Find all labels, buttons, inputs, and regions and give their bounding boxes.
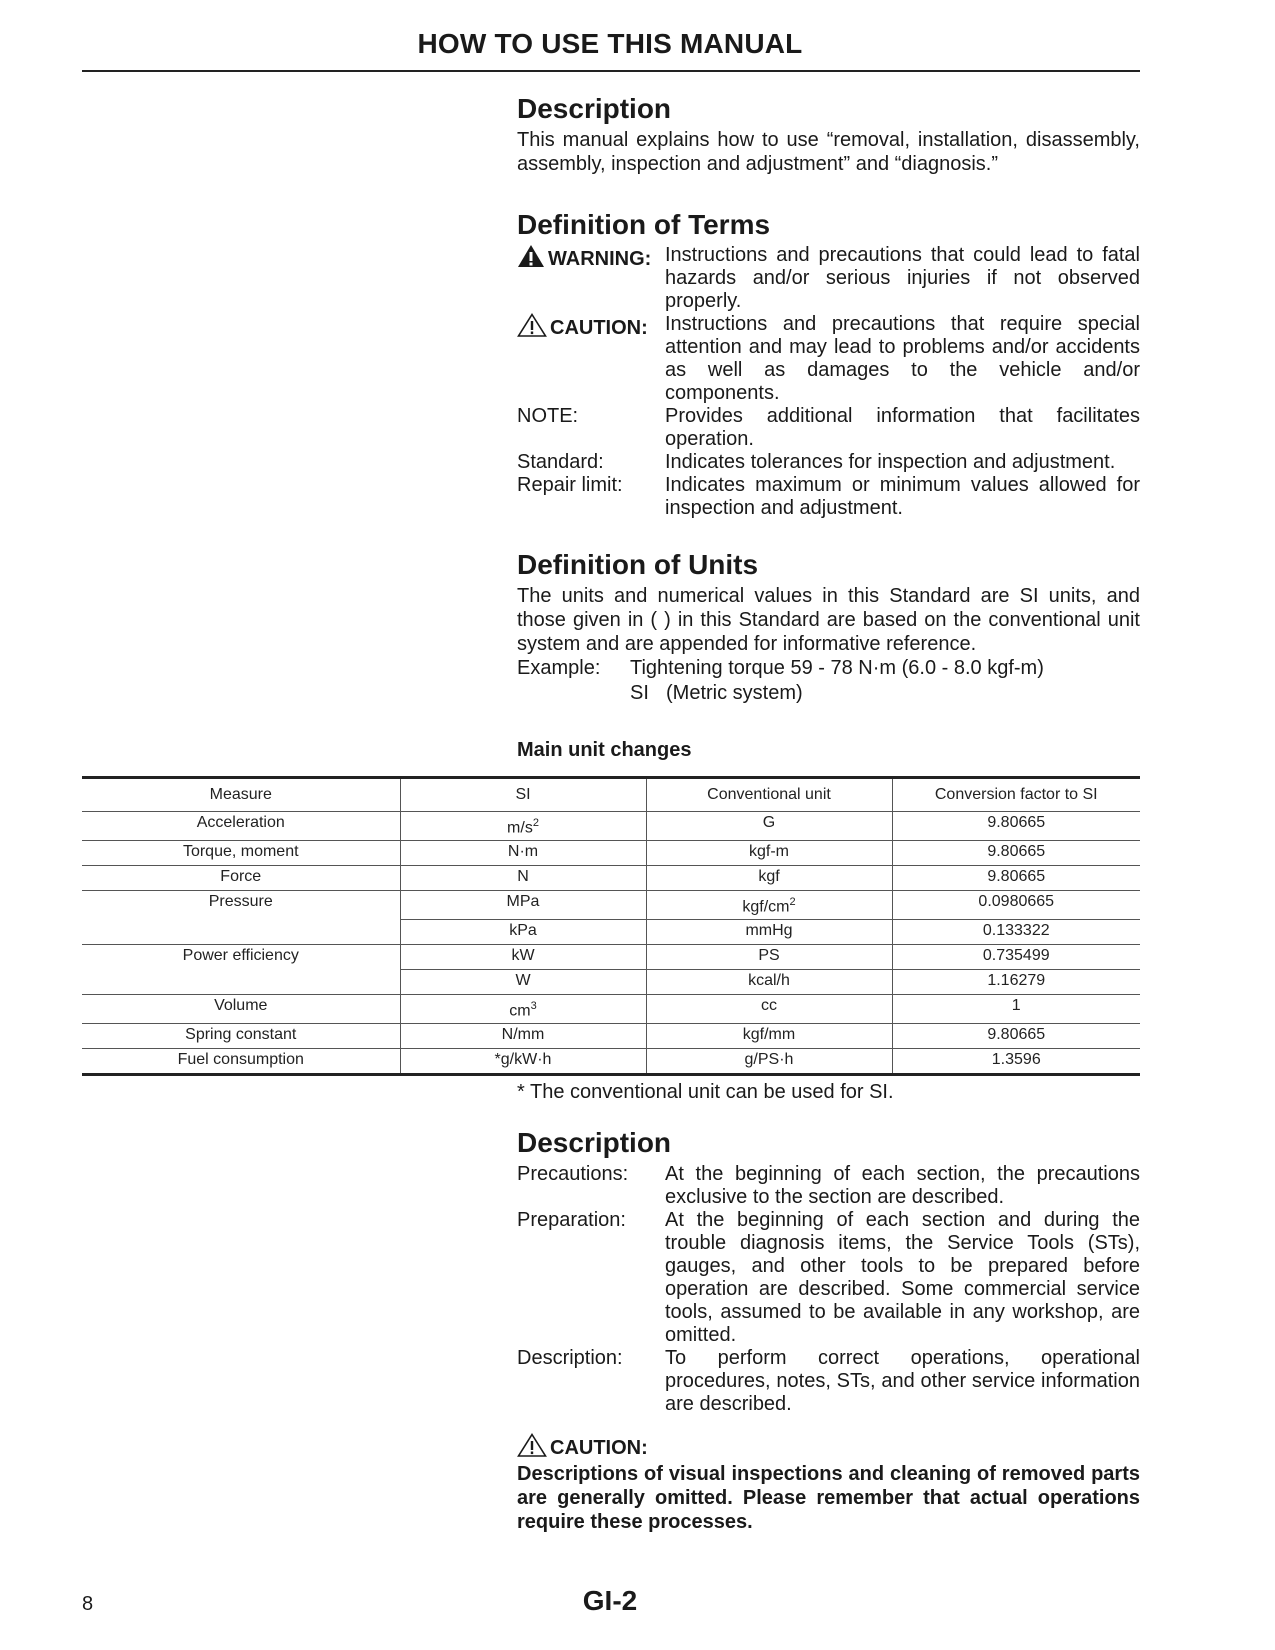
cell-conventional: kgf/$cm^2$: [646, 891, 892, 920]
description-heading-2: Description: [517, 1127, 672, 1158]
cell-si: W: [400, 970, 646, 995]
cell-si: $m/s^2$: [400, 812, 646, 841]
cell-si: kW: [400, 945, 646, 970]
caution-icon: [517, 313, 547, 337]
table-caption: Main unit changes: [517, 739, 692, 761]
cell-si: kPa: [400, 920, 646, 945]
units-text: The units and numerical values in this Standard are SI units, and those given in ( ) in this Standard are based on the conventional unit system and are appended for informative reference.: [517, 585, 1140, 655]
cell-factor: 1.3596: [892, 1049, 1140, 1075]
example-row: [517, 656, 1140, 681]
table-row: [82, 970, 1140, 995]
si-row: [517, 681, 1140, 706]
warning-icon: [517, 244, 545, 268]
term-row-standard: [517, 451, 1140, 474]
example-text: Tightening torque 59 - 78 N·m (6.0 - 8.0 kgf-m): [630, 657, 1044, 679]
cell-si: N·m: [400, 841, 646, 866]
cell-conventional: kcal/h: [646, 970, 892, 995]
cell-conventional: G: [646, 812, 892, 841]
term-text: Indicates maximum or minimum values allowed for inspection and adjustment.: [665, 474, 1140, 519]
si-label: SI: [630, 682, 649, 704]
table-row: [82, 995, 1140, 1024]
table-row: [82, 891, 1140, 920]
cell-factor: 0.735499: [892, 945, 1140, 970]
table-row: [82, 866, 1140, 891]
table-row: [82, 1049, 1140, 1075]
cell-measure: Torque, moment: [82, 841, 400, 866]
terms-heading: Definition of Terms: [517, 209, 771, 240]
example-label: Example:: [517, 657, 601, 679]
cell-factor: 9.80665: [892, 1024, 1140, 1049]
cell-si: MPa: [400, 891, 646, 920]
term-label: CAUTION:: [517, 313, 665, 405]
definition-of-units-section: [517, 548, 1140, 706]
term-label: WARNING:: [517, 244, 665, 313]
table-row: [82, 1024, 1140, 1049]
term-row-warning: [517, 244, 1140, 313]
cell-measure: [82, 970, 400, 995]
cell-measure: [82, 920, 400, 945]
page-number: 8: [82, 1593, 94, 1615]
cell-measure: Pressure: [82, 891, 400, 920]
cell-conventional: mmHg: [646, 920, 892, 945]
cell-conventional: cc: [646, 995, 892, 1024]
cell-measure: Spring constant: [82, 1024, 400, 1049]
page-title: HOW TO USE THIS MANUAL: [417, 28, 803, 59]
desc-text: At the beginning of each section and during the trouble diagnosis items, the Service Tools (STs), gauges, and other tools to be prepared before operation are described. Some commercial service tools, assumed to be available in any workshop, are omitted.: [665, 1209, 1140, 1346]
description-section: [517, 92, 1140, 176]
caution-heading: CAUTION:: [517, 1433, 1140, 1460]
term-label: Standard:: [517, 451, 604, 473]
caution-icon: [517, 1433, 547, 1457]
term-row-repair-limit: [517, 474, 1140, 520]
cell-factor: 9.80665: [892, 812, 1140, 841]
desc-text: At the beginning of each section, the precautions exclusive to the section are described.: [665, 1163, 1140, 1208]
desc-text: To perform correct operations, operational procedures, notes, STs, and other service information are described.: [665, 1347, 1140, 1415]
cell-si: *g/kW·h: [400, 1049, 646, 1075]
desc-row-precautions: [517, 1163, 1140, 1209]
cell-conventional: kgf/mm: [646, 1024, 892, 1049]
desc-row-description: [517, 1347, 1140, 1416]
cell-measure: Fuel consumption: [82, 1049, 400, 1075]
table-header-row: [82, 778, 1140, 812]
term-text: Provides additional information that facilitates operation.: [665, 405, 1140, 450]
term-text: Instructions and precautions that could lead to fatal hazards and/or serious injuries if not observed properly.: [665, 244, 1140, 312]
header-measure: Measure: [82, 778, 400, 812]
definition-of-terms-section: [517, 208, 1140, 520]
term-row-note: [517, 405, 1140, 451]
cell-si: N/mm: [400, 1024, 646, 1049]
table-row: [82, 841, 1140, 866]
cell-measure: Force: [82, 866, 400, 891]
cell-conventional: kgf-m: [646, 841, 892, 866]
caution-text: Descriptions of visual inspections and cleaning of removed parts are generally omitted. Please remember that actual operations require these processes.: [517, 1463, 1140, 1533]
cell-factor: 9.80665: [892, 866, 1140, 891]
cell-factor: 1.16279: [892, 970, 1140, 995]
cell-measure: Acceleration: [82, 812, 400, 841]
page-code: GI-2: [582, 1585, 638, 1616]
title-rule: [82, 70, 1140, 72]
term-label: Repair limit:: [517, 474, 623, 496]
cell-factor: 0.0980665: [892, 891, 1140, 920]
description-section-2: [517, 1126, 1140, 1534]
term-text: Indicates tolerances for inspection and adjustment.: [665, 451, 1116, 473]
description-text: This manual explains how to use “removal, installation, disassembly, assembly, inspection and adjustment” and “diagnosis.”: [517, 129, 1140, 175]
desc-row-preparation: [517, 1209, 1140, 1347]
term-row-caution: [517, 313, 1140, 405]
cell-factor: 0.133322: [892, 920, 1140, 945]
desc-label: Precautions:: [517, 1163, 629, 1185]
cell-si: N: [400, 866, 646, 891]
cell-si: $cm^3$: [400, 995, 646, 1024]
term-text: Instructions and precautions that require special attention and may lead to problems and/or accidents as well as damages to the vehicle and/or components.: [665, 313, 1140, 404]
header-si: SI: [400, 778, 646, 812]
cell-conventional: PS: [646, 945, 892, 970]
si-text: (Metric system): [666, 682, 803, 704]
term-label: NOTE:: [517, 405, 579, 427]
cell-measure: Volume: [82, 995, 400, 1024]
desc-label: Preparation:: [517, 1209, 626, 1231]
cell-conventional: kgf: [646, 866, 892, 891]
desc-label: Description:: [517, 1347, 623, 1369]
table-row: [82, 812, 1140, 841]
header-conventional: Conventional unit: [646, 778, 892, 812]
units-heading: Definition of Units: [517, 549, 759, 580]
header-conversion: Conversion factor to SI: [892, 778, 1140, 812]
table-row: [82, 920, 1140, 945]
description-heading: Description: [517, 93, 672, 124]
cell-factor: 9.80665: [892, 841, 1140, 866]
table-row: [82, 945, 1140, 970]
cell-measure: Power efficiency: [82, 945, 400, 970]
cell-factor: 1: [892, 995, 1140, 1024]
cell-conventional: g/PS·h: [646, 1049, 892, 1075]
table-footnote: * The conventional unit can be used for SI.: [517, 1081, 894, 1103]
unit-changes-table: [82, 776, 1140, 1076]
